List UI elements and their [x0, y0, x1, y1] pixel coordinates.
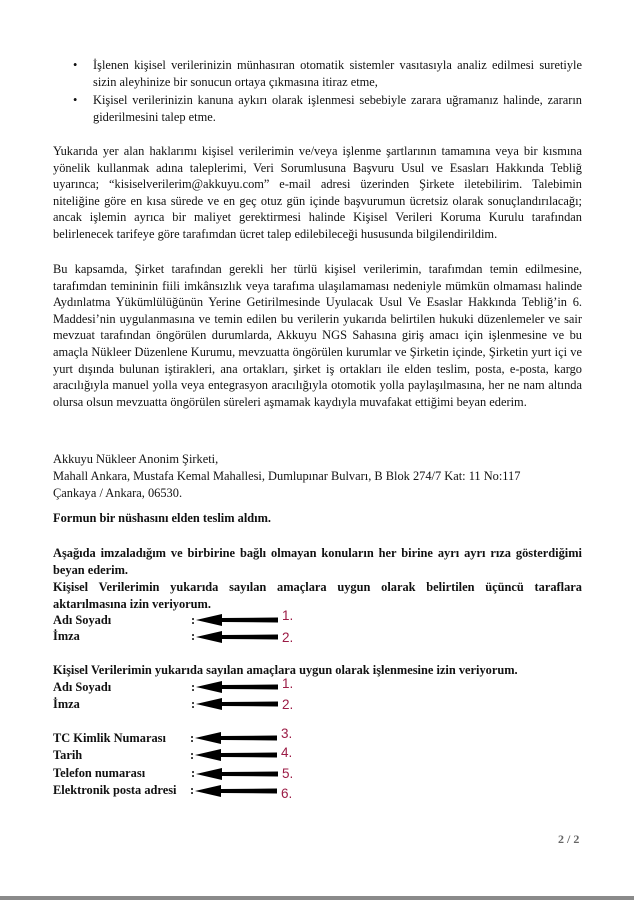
colon: :: [190, 731, 195, 745]
phone-label: Telefon numarası: [53, 766, 146, 780]
email-label: Elektronik posta adresi: [53, 783, 177, 797]
bullet-icon: •: [73, 58, 78, 72]
name-label-transfer: Adı Soyadı: [53, 613, 112, 627]
name-label-processing: Adı Soyadı: [53, 680, 112, 694]
tc-number-label: TC Kimlik Numarası: [53, 731, 166, 745]
colon: :: [190, 783, 195, 797]
marker-2: 2.: [282, 630, 294, 645]
colon: :: [191, 766, 196, 780]
marker-4: 4.: [281, 745, 293, 760]
company-address: [53, 451, 582, 502]
received-statement: Formun bir nüshasını elden teslim aldım.: [53, 511, 272, 525]
arrow-left-icon: [196, 768, 280, 780]
marker-5: 5.: [282, 766, 294, 781]
marker-2: 2.: [282, 697, 294, 712]
company-name: Akkuyu Nükleer Anonim Şirketi,: [53, 452, 219, 466]
colon: :: [191, 613, 196, 627]
signature-label-transfer: İmza: [53, 629, 80, 643]
consent-processing: Kişisel Verilerimin yukarıda sayılan amaçlara uygun olarak işlenmesine izin veriyorum.: [53, 663, 518, 677]
rights-request-paragraph: Yukarıda yer alan haklarımı kişisel verilerimin ve/veya işlenme şartlarının tamamına veya bir kısmına yönelik kullanmak adına taleplerimi, Veri Sorumlusuna Başvuru Usul ve Esasları Hakkında Tebliğ uyarınca; “kisiselverilerim@akkuyu.com” e-mail adresi üzerinden Şirkete iletebilirim. Talebimin niteliğine göre en kısa sürede ve en geç otuz gün içinde başvurumun ücretsiz olarak sonuçlandırılacağı; ancak işlemin ayrıca bir maliyet gerektirmesi halinde Kişisel Verileri Koruma Kurulu tarafından belirlenecek tarifeye göre tarafımdan ücret talep edilebileceği hususunda bilgilendirildim.: [53, 144, 582, 241]
arrow-left-icon: [195, 785, 279, 797]
address-line-1: Mahall Ankara, Mustafa Kemal Mahallesi, Dumlupınar Bulvarı, B Blok 274/7 Kat: 11 No:117: [53, 469, 521, 483]
arrow-left-icon: [195, 732, 279, 744]
marker-3: 3.: [281, 726, 293, 741]
consent-intro: Aşağıda imzaladığım ve birbirine bağlı olmayan konuların her birine ayrı ayrı rıza gösterdiğimi beyan ederim.: [53, 546, 582, 577]
bullet-text: Kişisel verilerinizin kanuna aykırı olarak işlenmesi sebebiyle zarara uğramanız halinde, zararın giderilmesini talep etme.: [93, 93, 582, 124]
arrow-left-icon: [196, 698, 280, 710]
marker-1: 1.: [282, 676, 294, 691]
consent-transfer: Kişisel Verilerimin yukarıda sayılan amaçlara uygun olarak belirtilen üçüncü taraflara aktarılmasına izin veriyorum.: [53, 580, 582, 611]
page-number: 2 / 2: [558, 832, 580, 846]
list-item: [53, 57, 582, 90]
bullet-icon: •: [73, 93, 78, 108]
arrow-left-icon: [196, 614, 280, 626]
arrow-left-icon: [196, 631, 280, 643]
address-line-2: Çankaya / Ankara, 06530.: [53, 486, 183, 500]
colon: :: [191, 629, 196, 643]
signature-label-processing: İmza: [53, 697, 80, 711]
date-label: Tarih: [53, 748, 83, 762]
marker-1: 1.: [282, 608, 294, 623]
colon: :: [190, 748, 195, 762]
rights-bullet-list: [53, 57, 582, 127]
consent-paragraph: Bu kapsamda, Şirket tarafından gerekli her türlü kişisel verilerimin, tarafımdan temin edilmesine, tarafımdan temininin fiili imkânsızlık veya tarafıma ulaşılamaması nedeniyle mümkün olmaması halinde Aydınlatma Yükümlülüğünün Yerine Getirilmesinde Uyulacak Usul Ve Esaslar Hakkında Tebliğ’in 6. Maddesi’nin uygulanmasına ve temin edilen bu verilerin yukarıda belirtilen hukuki düzenlemeler ve sair mevzuat tarafından öngörülen durumlarda, Akkuyu NGS Sahasına giriş amacı için işlenmesine ve bu amaçla Nükleer Düzenlene Kurumu, mevzuatta öngörülen kurumlar ve Şirketin içinde, Şirketin yurt içi ve yurt dışında bulunan iştirakleri, ana ortakları, şirket iş ortakları ile elden teslim, posta, e-posta, kargo aracılığıyla manuel yolla veya entegrasyon aracılığıyla otomotik yolla paylaşılmasına, her ne nam altında olursa olsun mevzuatta öngörülen süreleri aşmamak kaydıyla muvafakat ettiğimi beyan ederim.: [53, 262, 582, 409]
arrow-left-icon: [196, 681, 280, 693]
colon: :: [191, 697, 196, 711]
marker-6: 6.: [281, 786, 293, 801]
bullet-text: İşlenen kişisel verilerinizin münhasıran otomatik sistemler vasıtasıyla analiz edilmesi suretiyle sizin aleyhinize bir sonucun ortaya çıkmasına itiraz etme,: [93, 58, 582, 89]
list-item: [53, 92, 582, 125]
page-bottom-border: [0, 896, 634, 900]
colon: :: [191, 680, 196, 694]
arrow-left-icon: [195, 749, 279, 761]
